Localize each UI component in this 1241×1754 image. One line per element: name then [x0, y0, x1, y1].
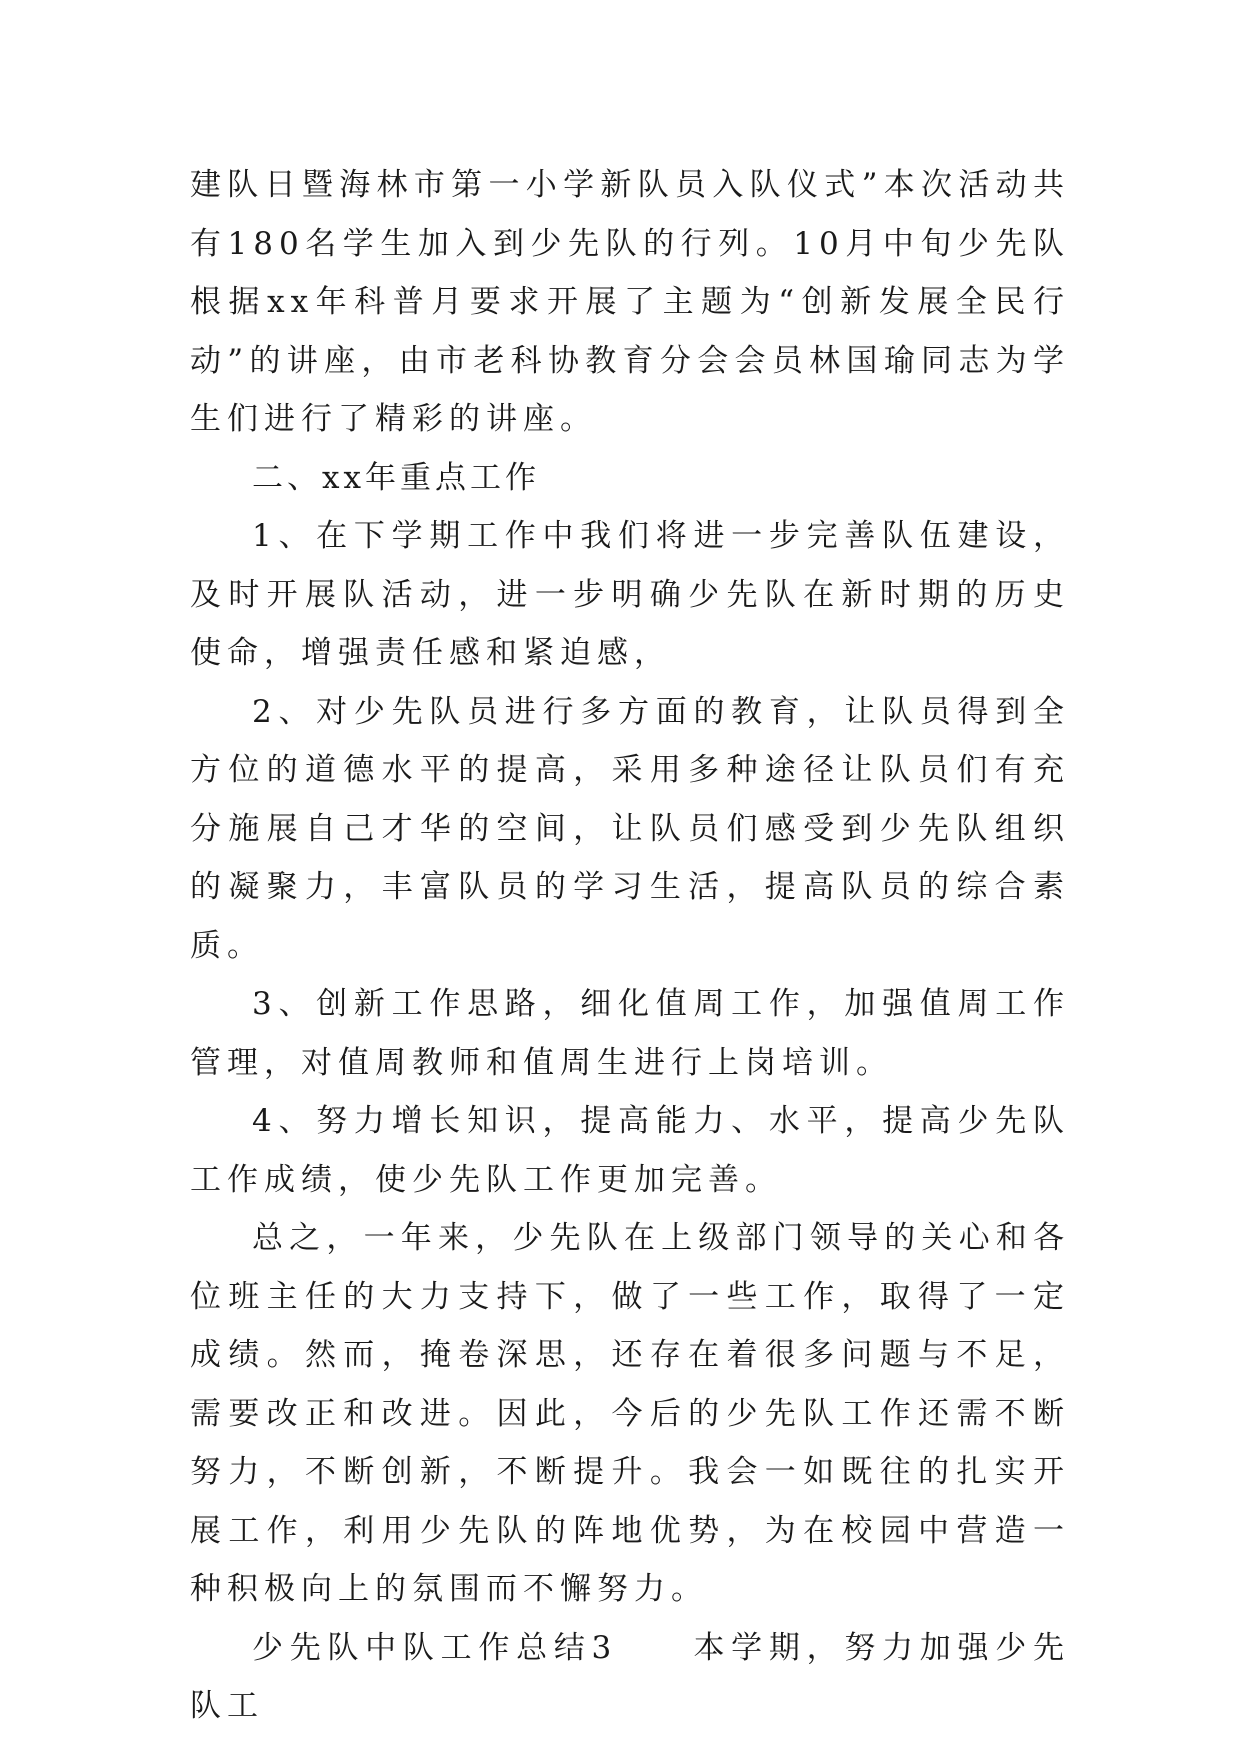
section-heading-key-work: 二、xx年重点工作 [252, 459, 540, 496]
paragraph-summary: 总之，一年来，少先队在上级部门领导的关心和各位班主任的大力支持下，做了一些工作，取得了一定成绩。然而，掩卷深思，还存在着很多问题与不足，需要改正和改进。因此，今后的少先队工作还需不断努力，不断创新，不断提升。我会一如既往的扎实开展工作，利用少先队的阵地优势，为在校园中营造一种积极向上的氛围而不懈努力。 [190, 1220, 1070, 1607]
list-item-3: 3、创新工作思路，细化值周工作，加强值周工作管理，对值周教师和值周生进行上岗培训。 [190, 986, 1070, 1081]
list-item-4: 4、努力增长知识，提高能力、水平，提高少先队工作成绩，使少先队工作更加完善。 [190, 1103, 1070, 1198]
list-item-2: 2、对少先队员进行多方面的教育，让队员得到全方位的道德水平的提高，采用多种途径让队员们有充分施展自己才华的空间，让队员们感受到少先队组织的凝聚力，丰富队员的学习生活，提高队员的综合素质。 [190, 693, 1070, 964]
list-item-1: 1、在下学期工作中我们将进一步完善队伍建设，及时开展队活动，进一步明确少先队在新时期的历史使命，增强责任感和紧迫感， [190, 518, 1070, 671]
paragraph-next-section-start: 少先队中队工作总结3 本学期，努力加强少先队工 [190, 1629, 1070, 1724]
document-body [190, 156, 1070, 1736]
paragraph-activity-report: 建队日暨海林市第一小学新队员入队仪式”本次活动共有180名学生加入到少先队的行列。10月中旬少先队根据xx年科普月要求开展了主题为“创新发展全民行动”的讲座，由市老科协教育分会会员林国瑜同志为学生们进行了精彩的讲座。 [190, 167, 1070, 437]
